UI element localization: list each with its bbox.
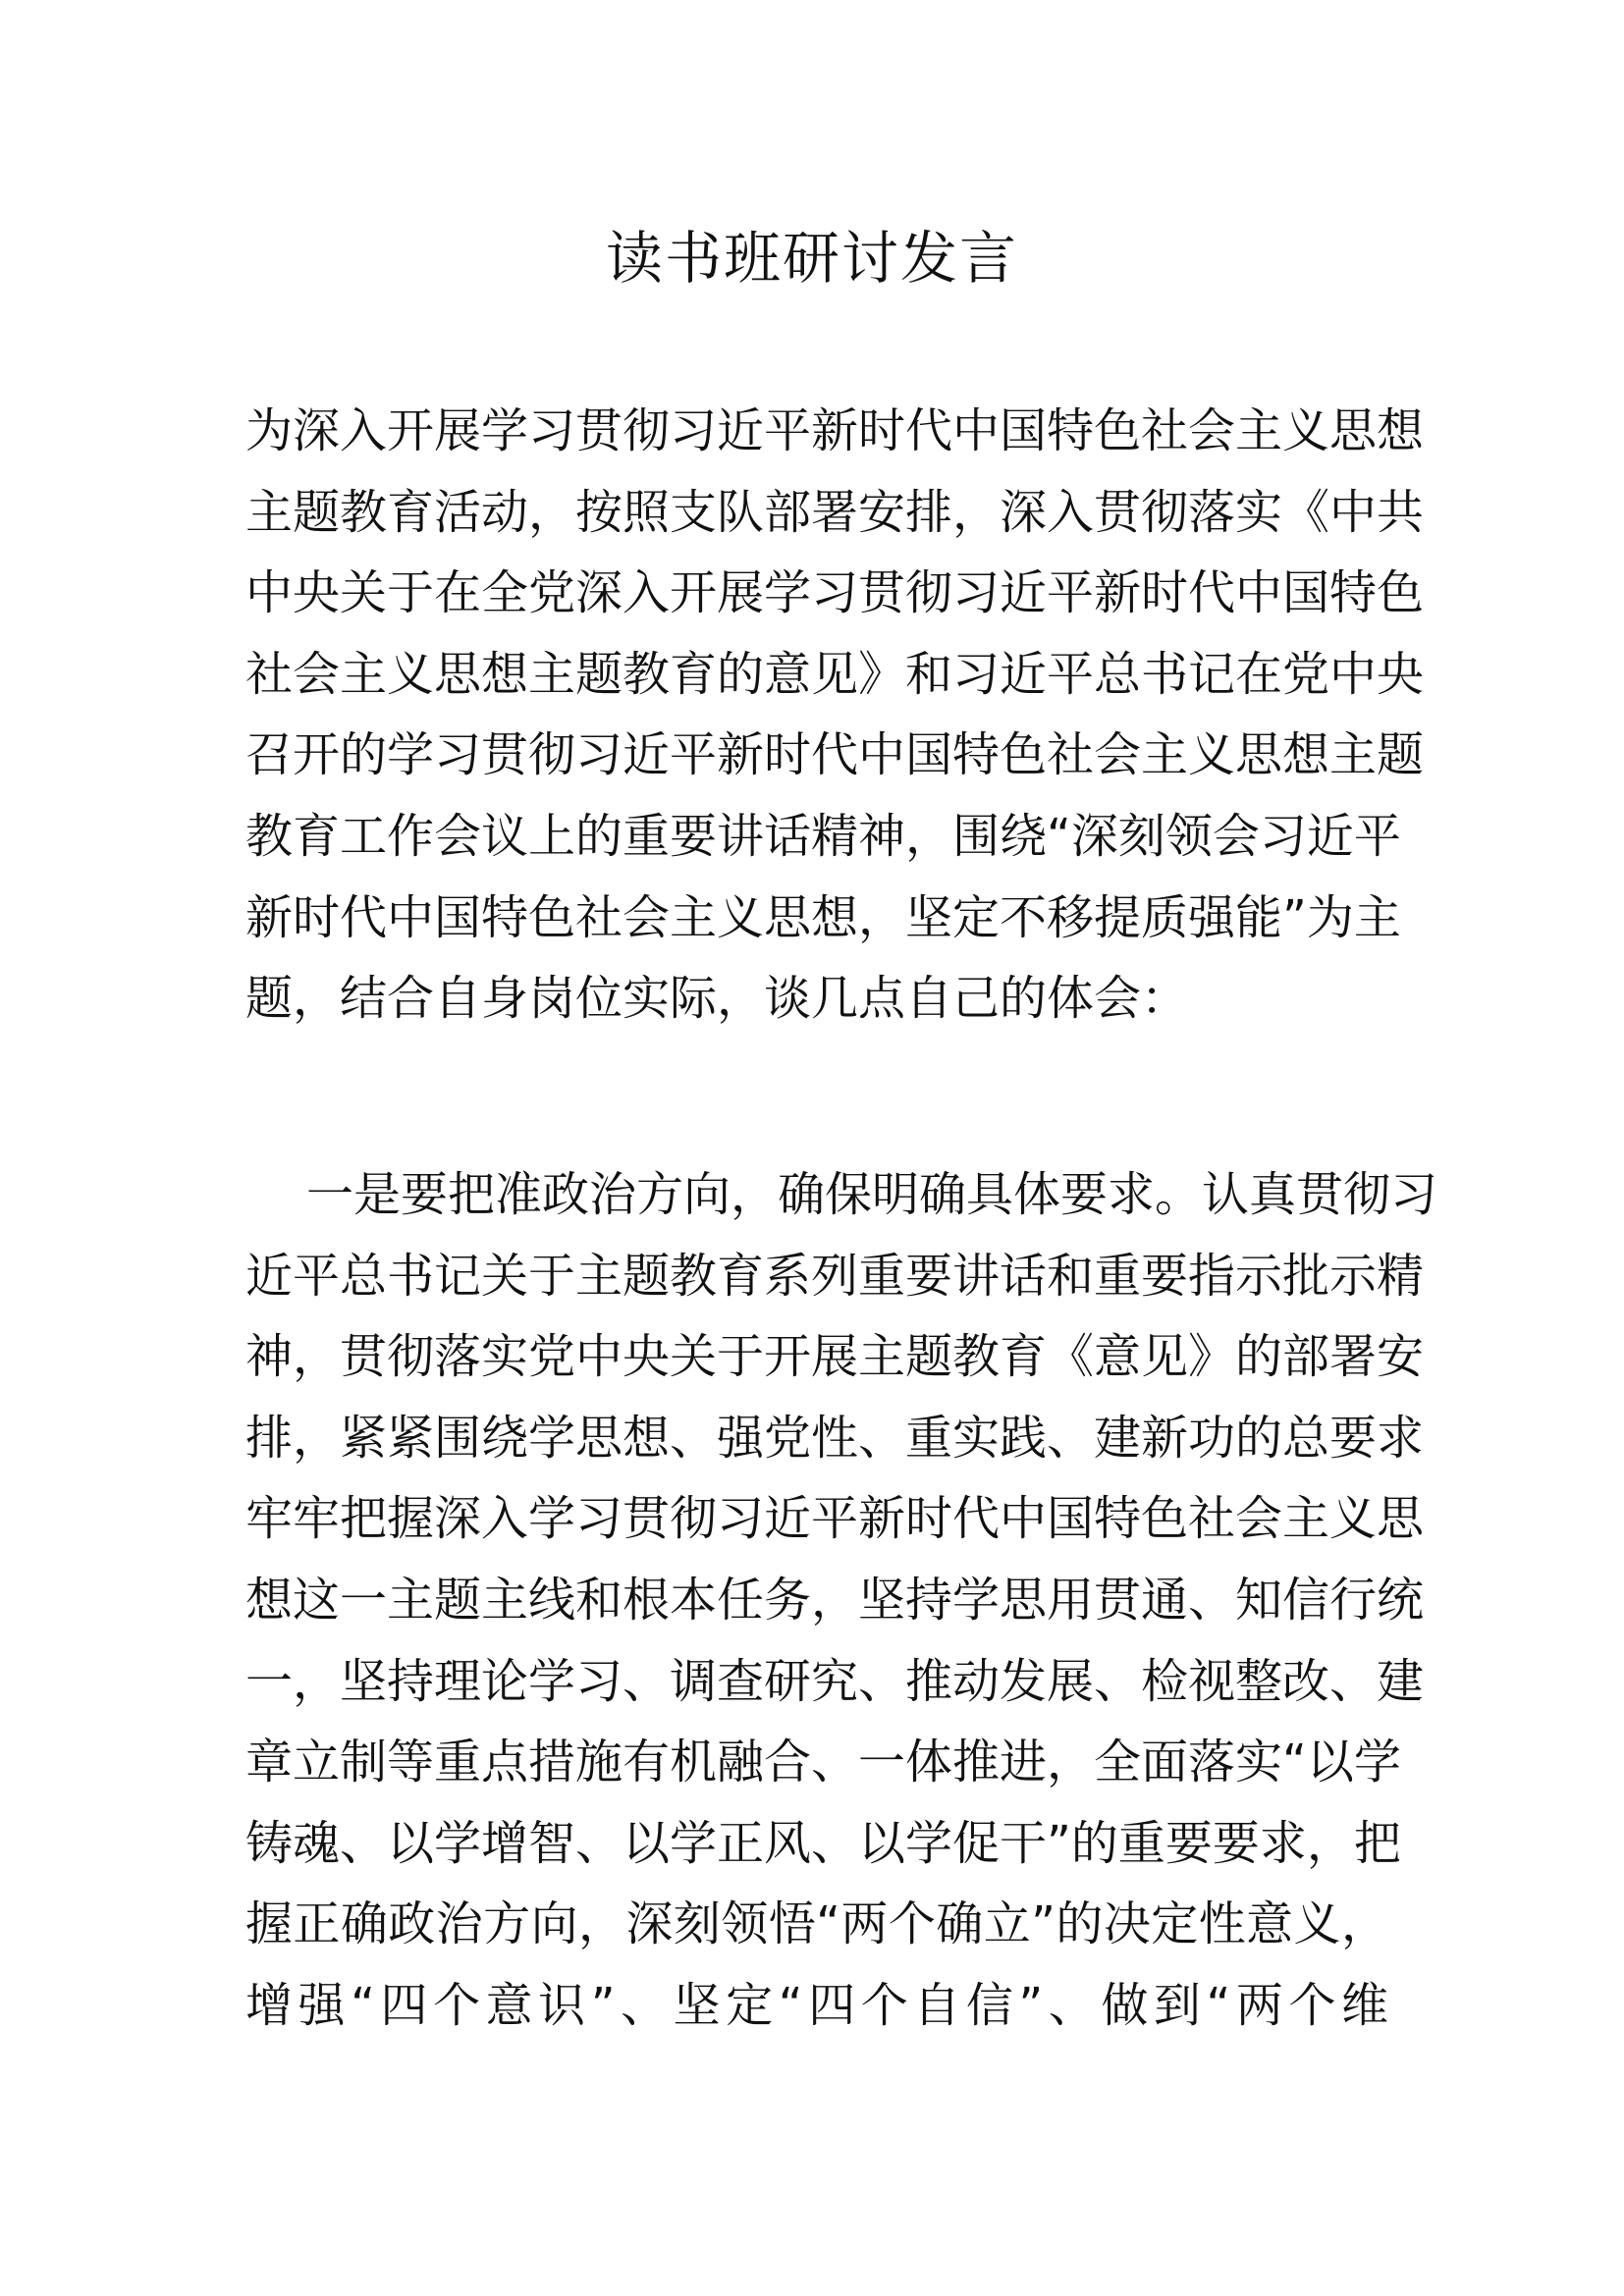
paragraph-line: 主题教育活动，按照支队部署安排，深入贯彻落实《中共 bbox=[245, 484, 1425, 540]
paragraph-line: 排，紧紧围绕学思想、强党性、重实践、建新功的总要求 bbox=[245, 1410, 1425, 1466]
page-title: 读书班研讨发言 bbox=[605, 225, 1018, 292]
paragraph-line: 增强“四个意识”、坚定“四个自信”、做到“两个维 bbox=[245, 1977, 1388, 2033]
paragraph-line: 近平总书记关于主题教育系列重要讲话和重要指示批示精 bbox=[245, 1248, 1425, 1304]
paragraph-line: 为深入开展学习贯彻习近平新时代中国特色社会主义思想 bbox=[245, 403, 1425, 458]
paragraph-line: 召开的学习贯彻习近平新时代中国特色社会主义思想主题 bbox=[245, 727, 1425, 783]
paragraph-line: 社会主义思想主题教育的意见》和习近平总书记在党中央 bbox=[245, 646, 1425, 702]
paragraph-line: 教育工作会议上的重要讲话精神，围绕“深刻领会习近平 bbox=[245, 808, 1401, 864]
paragraph-line: 一是要把准政治方向，确保明确具体要求。认真贯彻习 bbox=[306, 1167, 1438, 1222]
paragraph-line: 新时代中国特色社会主义思想，坚定不移提质强能”为主 bbox=[245, 889, 1401, 945]
paragraph-line: 想这一主题主线和根本任务，坚持学思用贯通、知信行统 bbox=[245, 1572, 1425, 1628]
section-one-paragraph bbox=[245, 1154, 1438, 2047]
intro-paragraph bbox=[245, 391, 1425, 1040]
paragraph-line: 题，结合自身岗位实际，谈几点自己的体会： bbox=[245, 971, 1189, 1027]
paragraph-line: 神，贯彻落实党中央关于开展主题教育《意见》的部署安 bbox=[245, 1329, 1425, 1385]
paragraph-line: 铸魂、以学增智、以学正风、以学促干”的重要要求，把 bbox=[245, 1815, 1401, 1871]
paragraph-line: 牢牢把握深入学习贯彻习近平新时代中国特色社会主义思 bbox=[245, 1491, 1425, 1547]
paragraph-line: 一，坚持理论学习、调查研究、推动发展、检视整改、建 bbox=[245, 1653, 1425, 1709]
paragraph-line: 中央关于在全党深入开展学习贯彻习近平新时代中国特色 bbox=[245, 565, 1425, 621]
paragraph-line: 握正确政治方向，深刻领悟“两个确立”的决定性意义， bbox=[245, 1896, 1388, 1952]
paragraph-line: 章立制等重点措施有机融合、一体推进，全面落实“以学 bbox=[245, 1735, 1401, 1790]
